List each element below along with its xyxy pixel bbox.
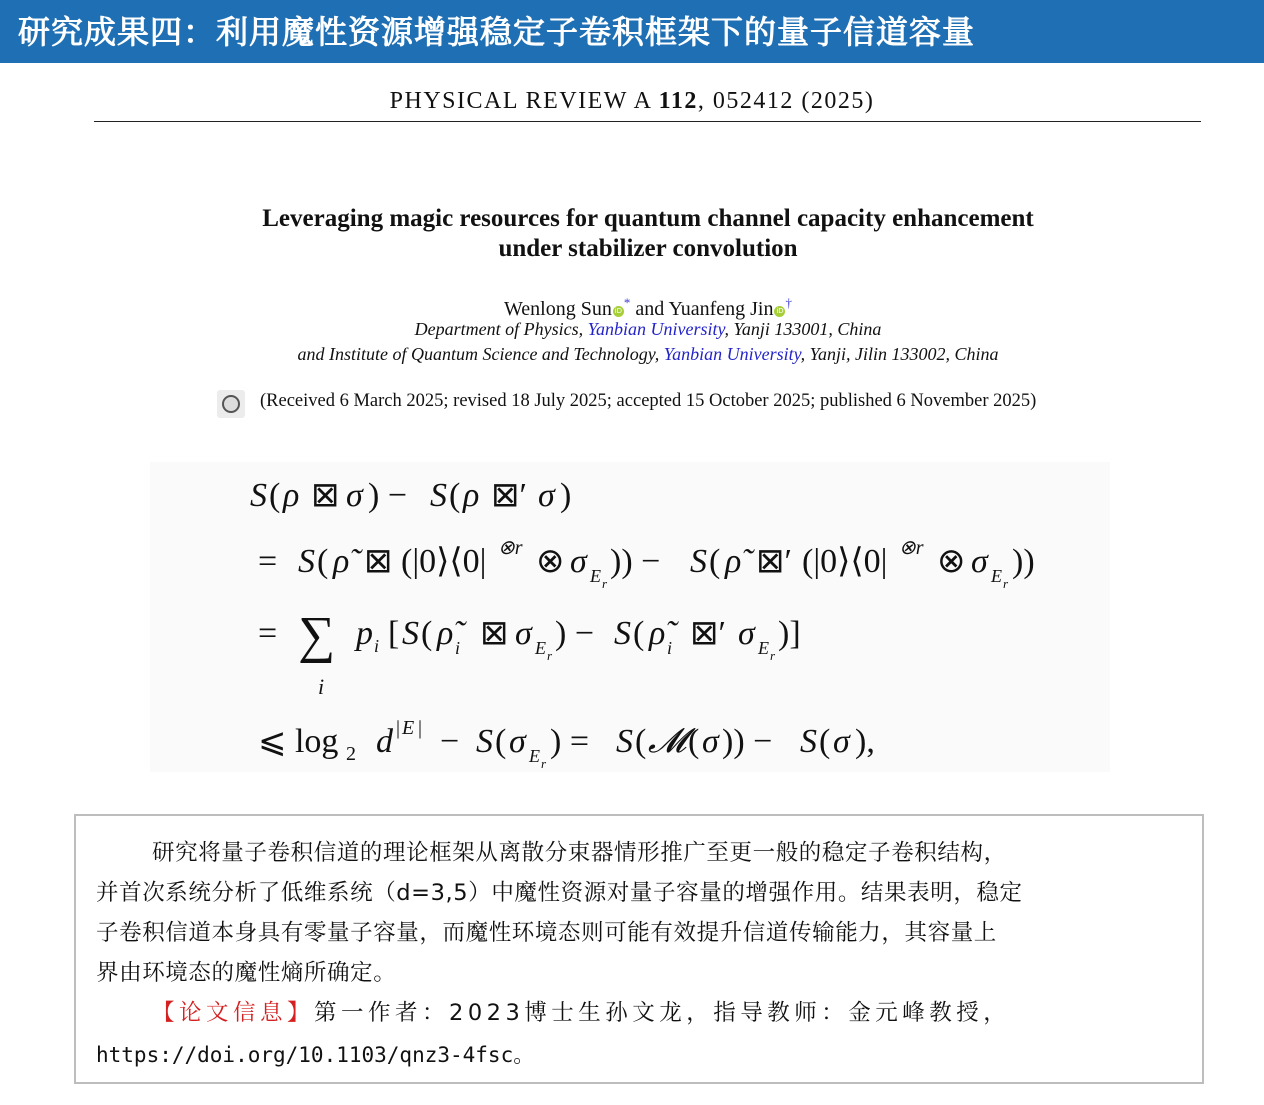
- svg-text:),: ),: [855, 723, 875, 760]
- paper-info-label: 【论文信息】: [152, 1000, 315, 1026]
- svg-text:(: (: [449, 477, 461, 514]
- affiliation-2-location: , Yanji, Jilin 133002, China: [800, 344, 999, 364]
- svg-text:⊗: ⊗: [536, 543, 565, 580]
- svg-text:(: (: [819, 723, 831, 760]
- svg-text:S: S: [476, 723, 493, 760]
- svg-text:S: S: [616, 723, 633, 760]
- svg-text:⊠′: ⊠′: [690, 615, 726, 652]
- svg-text:) =: ) =: [550, 723, 589, 760]
- svg-text:r: r: [1003, 576, 1009, 591]
- svg-text:i: i: [455, 638, 461, 658]
- header-banner: [0, 0, 1264, 63]
- svg-text:ρ: ρ: [283, 477, 300, 514]
- doi-link[interactable]: https://doi.org/10.1103/qnz3-4fsc。: [96, 1043, 535, 1067]
- svg-text:S: S: [402, 615, 419, 652]
- header-rule: [94, 121, 1201, 122]
- svg-text:r: r: [770, 648, 776, 663]
- svg-text:σ: σ: [971, 543, 988, 580]
- svg-text:(: (: [269, 477, 281, 514]
- svg-text:⊠′: ⊠′: [756, 543, 792, 580]
- svg-text:(: (: [495, 723, 507, 760]
- svg-text:⊠′: ⊠′: [491, 477, 527, 514]
- svg-text:i: i: [667, 638, 673, 658]
- svg-text:(: (: [317, 543, 329, 580]
- svg-text:ρ̃: ρ̃: [725, 543, 742, 580]
- svg-text:(: (: [688, 723, 700, 760]
- svg-text:E: E: [758, 638, 769, 658]
- svg-text:σ: σ: [538, 477, 555, 514]
- svg-text:|: |: [418, 717, 423, 739]
- svg-text:)]: )]: [778, 615, 801, 652]
- author-list: [0, 290, 1264, 322]
- svg-text:∑: ∑: [298, 607, 336, 664]
- svg-text:) −: ) −: [555, 615, 594, 652]
- svg-text:σ: σ: [515, 615, 532, 652]
- svg-text:σ: σ: [570, 543, 587, 580]
- paper-title: [0, 204, 1264, 264]
- author2-name[interactable]: Yuanfeng Jin: [668, 298, 774, 320]
- svg-text:S: S: [690, 543, 707, 580]
- svg-text:(: (: [635, 723, 647, 760]
- summary-box: [74, 814, 1204, 1084]
- svg-text:E: E: [590, 566, 601, 586]
- svg-text:ρ: ρ: [463, 477, 480, 514]
- svg-text:(: (: [633, 615, 645, 652]
- svg-text:σ: σ: [738, 615, 755, 652]
- svg-text:E: E: [529, 746, 540, 766]
- svg-text:i: i: [318, 674, 325, 699]
- svg-text:E: E: [402, 717, 415, 739]
- orcid-icon[interactable]: iD: [614, 307, 623, 315]
- svg-text:⊠: ⊠: [480, 615, 509, 652]
- journal-citation: [0, 88, 1264, 115]
- svg-text:r: r: [602, 576, 608, 591]
- svg-text:S: S: [614, 615, 631, 652]
- affiliation-1-dept: Department of Physics,: [414, 319, 588, 339]
- svg-text:(|0⟩⟨0|: (|0⟩⟨0|: [401, 543, 487, 580]
- svg-text:E: E: [991, 566, 1002, 586]
- author1-name[interactable]: Wenlong Sun: [504, 298, 612, 320]
- svg-text:)) −: )) −: [722, 723, 773, 760]
- affiliation-1: [0, 319, 1264, 340]
- svg-text:r: r: [547, 648, 553, 663]
- svg-text:(: (: [709, 543, 721, 580]
- svg-text:r: r: [541, 756, 547, 771]
- summary-line: 研究将量子卷积信道的理论框架从离散分束器情形推广至更一般的稳定子卷积结构，: [152, 840, 1007, 866]
- summary-line: 并首次系统分析了低维系统（d=3,5）中魔性资源对量子容量的增强作用。结果表明，稳定: [96, 880, 1023, 906]
- paper-title-line1: Leveraging magic resources for quantum channel capacity enhancement: [262, 205, 1034, 232]
- banner-title: 研究成果四：利用魔性资源增强稳定子卷积框架下的量子信道容量: [18, 13, 976, 51]
- summary-line: 界由环境态的魔性熵所确定。: [96, 960, 397, 986]
- summary-line: 子卷积信道本身具有零量子容量，而魔性环境态则可能有效提升信道传输能力，其容量上: [96, 920, 997, 946]
- affiliation-1-location: , Yanji 133001, China: [724, 319, 882, 339]
- orcid-icon[interactable]: iD: [776, 307, 784, 315]
- svg-text:S: S: [800, 723, 817, 760]
- paper-info-text: 第一作者：2023博士生孙文龙，指导教师：金元峰教授，: [314, 1000, 1011, 1026]
- svg-text:ρ̃: ρ̃: [437, 615, 454, 652]
- journal-volume: 112: [658, 88, 698, 114]
- svg-text:−: −: [440, 723, 460, 760]
- svg-text:S: S: [430, 477, 447, 514]
- svg-text:S: S: [298, 543, 315, 580]
- svg-text:S: S: [250, 477, 267, 514]
- svg-text:p: p: [356, 615, 373, 652]
- author-conjunction: and: [630, 298, 669, 320]
- paper-info-line: [152, 998, 1010, 1028]
- svg-text:σ: σ: [833, 723, 850, 760]
- svg-text:⊗: ⊗: [937, 543, 966, 580]
- svg-text:) −: ) −: [368, 477, 407, 514]
- equation-block: [150, 462, 1110, 772]
- journal-name: PHYSICAL REVIEW A: [389, 88, 652, 114]
- affiliation-2: [0, 344, 1264, 365]
- svg-text:σ: σ: [346, 477, 363, 514]
- svg-text:)) −: )) −: [610, 543, 661, 580]
- svg-text:)): )): [1012, 543, 1035, 580]
- svg-text:=: =: [258, 615, 278, 652]
- affiliation-1-link[interactable]: Yanbian University: [587, 319, 725, 339]
- svg-text:(: (: [421, 615, 433, 652]
- equation-image: [150, 462, 1110, 772]
- paper-title-line2: under stabilizer convolution: [498, 235, 798, 262]
- svg-text:σ: σ: [702, 723, 719, 760]
- journal-article-year: , 052412 (2025): [697, 88, 875, 114]
- svg-text:(|0⟩⟨0|: (|0⟩⟨0|: [802, 543, 888, 580]
- affiliation-2-link[interactable]: Yanbian University: [663, 344, 801, 364]
- svg-text:|: |: [396, 717, 401, 739]
- svg-text:ρ̃: ρ̃: [649, 615, 666, 652]
- svg-text:𝓜: 𝓜: [648, 721, 687, 761]
- svg-text:⊗r: ⊗r: [899, 537, 924, 559]
- svg-text:i: i: [374, 636, 380, 656]
- svg-text:σ: σ: [509, 723, 526, 760]
- svg-text:[: [: [388, 615, 400, 652]
- svg-text:): ): [560, 477, 572, 514]
- svg-text:=: =: [258, 543, 278, 580]
- svg-text:d: d: [376, 723, 393, 760]
- svg-text:⩽ log: ⩽ log: [258, 723, 339, 760]
- svg-text:⊠: ⊠: [364, 543, 393, 580]
- svg-text:2: 2: [346, 743, 356, 765]
- affiliation-2-dept: and Institute of Quantum Science and Technology,: [297, 344, 664, 364]
- author1-footnote[interactable]: *: [623, 295, 631, 310]
- author2-footnote[interactable]: †: [785, 295, 792, 310]
- svg-text:⊠: ⊠: [311, 477, 340, 514]
- check-for-updates-icon[interactable]: [217, 390, 245, 418]
- svg-text:E: E: [535, 638, 546, 658]
- publication-dates: (Received 6 March 2025; revised 18 July 2025; accepted 15 October 2025; published 6 November 2025): [260, 391, 1037, 411]
- svg-text:ρ̃: ρ̃: [333, 543, 350, 580]
- svg-text:⊗r: ⊗r: [498, 537, 523, 559]
